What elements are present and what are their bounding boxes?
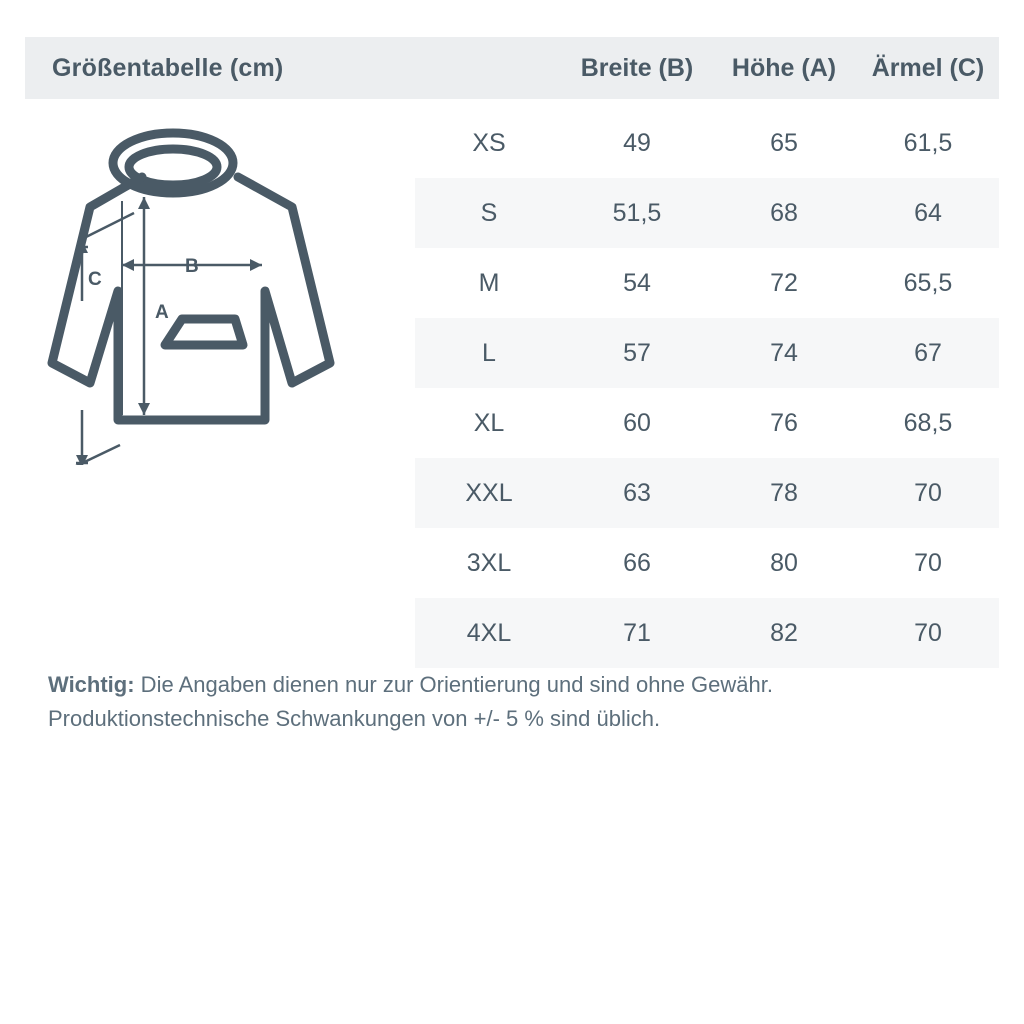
cell-height: 65 (770, 128, 798, 157)
dim-b-arrow-right (250, 259, 262, 271)
size-table (415, 108, 999, 668)
cell-size: 4XL (466, 618, 512, 647)
hoodie-body-icon (52, 177, 330, 420)
cell-sleeve: 70 (914, 478, 942, 507)
dim-c-leader-top (86, 213, 134, 237)
table-row (415, 108, 999, 178)
dim-a-arrow-bottom (138, 403, 150, 415)
table-row (415, 178, 999, 248)
cell-sleeve: 67 (914, 338, 942, 367)
dim-b-arrow-left (122, 259, 134, 271)
cell-width: 60 (623, 408, 651, 437)
cell-height: 82 (770, 618, 798, 647)
table-row (415, 598, 999, 668)
cell-width: 54 (623, 268, 651, 297)
cell-height: 76 (770, 408, 798, 437)
dim-a-arrow-top (138, 197, 150, 209)
footnote-line2: Produktionstechnische Schwankungen von +/- 5 % sind üblich. (48, 706, 661, 731)
cell-width: 66 (623, 548, 651, 577)
column-header-sleeve: Ärmel (C) (871, 53, 985, 82)
cell-height: 72 (770, 268, 798, 297)
table-header (25, 37, 999, 99)
hoodie-diagram-svg (30, 115, 420, 465)
hoodie-illustration (30, 115, 420, 465)
cell-sleeve: 70 (914, 618, 942, 647)
cell-size: L (482, 338, 496, 367)
cell-size: S (480, 198, 498, 227)
cell-height: 78 (770, 478, 798, 507)
cell-sleeve: 65,5 (903, 268, 953, 297)
footnote (48, 668, 988, 736)
cell-size: 3XL (466, 548, 512, 577)
hoodie-pocket-icon (165, 319, 243, 345)
cell-sleeve: 61,5 (903, 128, 953, 157)
dim-label-b: B (185, 256, 199, 277)
header-columns (455, 54, 999, 83)
column-header-width: Breite (B) (580, 53, 694, 82)
cell-size: XL (473, 408, 505, 437)
table-row (415, 388, 999, 458)
footnote-line1: Die Angaben dienen nur zur Orientierung und sind ohne Gewähr. (134, 672, 773, 697)
column-header-size (455, 54, 563, 83)
cell-sleeve: 68,5 (903, 408, 953, 437)
footnote-lead: Wichtig: (48, 672, 135, 697)
table-row (415, 248, 999, 318)
cell-sleeve: 64 (914, 198, 942, 227)
cell-size: XXL (465, 478, 513, 507)
cell-width: 49 (623, 128, 651, 157)
cell-width: 63 (623, 478, 651, 507)
cell-height: 80 (770, 548, 798, 577)
table-row (415, 318, 999, 388)
table-row (415, 528, 999, 598)
cell-size: XS (472, 128, 506, 157)
table-row (415, 458, 999, 528)
page-title: Größentabelle (cm) (52, 53, 284, 82)
cell-height: 74 (770, 338, 798, 367)
cell-size: M (478, 268, 500, 297)
cell-height: 68 (770, 198, 798, 227)
cell-width: 57 (623, 338, 651, 367)
cell-width: 71 (623, 618, 651, 647)
column-header-height: Höhe (A) (731, 53, 837, 82)
dim-label-c: C (88, 269, 102, 290)
dim-label-a: A (155, 302, 169, 323)
cell-sleeve: 70 (914, 548, 942, 577)
cell-width: 51,5 (612, 198, 662, 227)
